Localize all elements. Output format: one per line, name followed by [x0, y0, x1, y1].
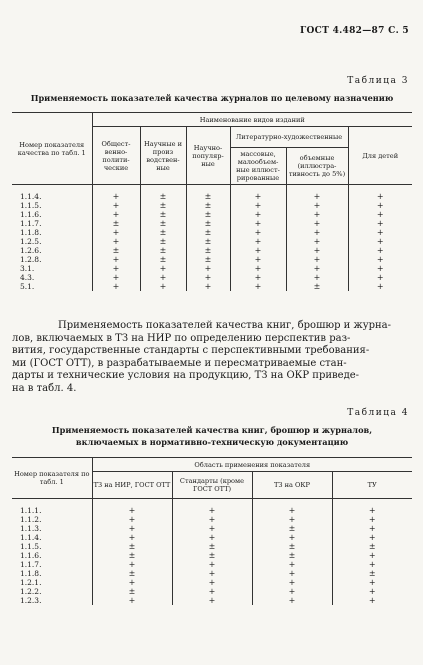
table3-row — [12, 219, 412, 228]
page-header: ГОСТ 4.482—87 С. 5 — [300, 26, 409, 36]
paragraph-line: ми (ГОСТ ОТТ), в разрабатываемые и пересматриваемые стан- — [12, 357, 347, 369]
paragraph-line: на в табл. 4. — [12, 382, 77, 394]
table3-cell: + — [186, 273, 230, 282]
table3-row-number: 1.2.8. — [12, 255, 92, 264]
table3-cell: ± — [186, 255, 230, 264]
table4-row — [12, 551, 412, 560]
table3-cell: + — [230, 219, 286, 228]
table3-cell: + — [348, 273, 412, 282]
table3-row — [12, 255, 412, 264]
table4-row-number: 1.2.3. — [12, 596, 92, 605]
table3-row-number: 1.2.6. — [12, 246, 92, 255]
table3-cell: + — [348, 201, 412, 210]
table3-cell: + — [286, 273, 348, 282]
table4-cell: + — [332, 596, 412, 605]
table3-cell: ± — [140, 228, 186, 237]
table4-row — [12, 587, 412, 596]
table3-row-number: 4.3. — [12, 273, 92, 282]
table3-cell: + — [286, 228, 348, 237]
table3-cell: ± — [92, 246, 140, 255]
table3-cell: + — [92, 264, 140, 273]
table4-body — [12, 499, 412, 606]
table3-cell: + — [286, 210, 348, 219]
table4-cell: + — [172, 524, 252, 533]
table3-cell: + — [348, 264, 412, 273]
table3-body — [12, 185, 412, 292]
table4-cell: + — [172, 515, 252, 524]
table4-row-number: 1.1.2. — [12, 515, 92, 524]
table4-cell: ± — [252, 542, 332, 551]
table3-row-number: 1.1.4. — [12, 192, 92, 201]
table3-row — [12, 201, 412, 210]
table3-cell: ± — [140, 255, 186, 264]
table3-cell: ± — [140, 210, 186, 219]
table4-cell: + — [332, 524, 412, 533]
table4-cell: ± — [92, 542, 172, 551]
table4-cell: + — [92, 560, 172, 569]
table3-row-number: 1.1.7. — [12, 219, 92, 228]
table3-col-mass: массовые, малообъем-ные иллюст-рированные — [230, 148, 286, 185]
table4-col-tz-okr: ТЗ на ОКР — [252, 472, 332, 499]
table4-row — [12, 569, 412, 578]
table4-cell: + — [172, 587, 252, 596]
table3-cell: ± — [140, 246, 186, 255]
table4-cell: + — [252, 578, 332, 587]
table3-row — [12, 264, 412, 273]
table3-title: Применяемость показателей качества журналов по целевому назначению — [30, 93, 394, 103]
table3-cell: + — [92, 201, 140, 210]
table3-cell: ± — [140, 237, 186, 246]
table3-cell: ± — [186, 201, 230, 210]
table3-cell: + — [92, 273, 140, 282]
paragraph — [12, 320, 412, 396]
table3-row — [12, 246, 412, 255]
table4-cell: ± — [332, 569, 412, 578]
table4-row — [12, 524, 412, 533]
table4-cell: + — [92, 596, 172, 605]
table4-cell: ± — [172, 542, 252, 551]
paragraph-line: вития, государственные стандарты с перспективными требования- — [12, 345, 370, 357]
table4-cell: + — [252, 533, 332, 542]
table3-cell: + — [230, 228, 286, 237]
table3-cell: ± — [286, 282, 348, 291]
table3-cell: + — [230, 237, 286, 246]
table3-row-number: 5.1. — [12, 282, 92, 291]
table4-cell: ± — [252, 524, 332, 533]
paragraph-line: Применяемость показателей качества книг, брошюр и журна- — [58, 320, 391, 331]
table4-row-number: 1.2.2. — [12, 587, 92, 596]
table4-row-number: 1.1.1. — [12, 506, 92, 515]
table4-row — [12, 506, 412, 515]
table3-cell: + — [186, 264, 230, 273]
table3-cell: + — [92, 255, 140, 264]
table4-cell: + — [252, 587, 332, 596]
table4-cell: + — [252, 560, 332, 569]
table3-cell: + — [230, 255, 286, 264]
table4-cell: ± — [172, 551, 252, 560]
table4-cell: + — [252, 506, 332, 515]
table3-row — [12, 210, 412, 219]
table3-col-science: Научные и произ водствен-ные — [140, 127, 186, 185]
table3-cell: + — [348, 210, 412, 219]
table3-cell: ± — [140, 201, 186, 210]
table3-cell: ± — [186, 246, 230, 255]
table4-row-number: 1.1.7. — [12, 560, 92, 569]
table3-cell: + — [140, 273, 186, 282]
table4-row — [12, 533, 412, 542]
paragraph-line: дарты и технические условия на продукцию, ТЗ на ОКР приведе- — [12, 370, 360, 382]
table3 — [12, 112, 412, 291]
table4-cell: + — [332, 515, 412, 524]
table3-cell: ± — [186, 237, 230, 246]
table3-row — [12, 237, 412, 246]
table3-cell: + — [286, 192, 348, 201]
table4-cell: ± — [92, 551, 172, 560]
table3-cell: + — [286, 219, 348, 228]
table3-spacer-row — [12, 185, 412, 193]
table3-row-number: 1.1.5. — [12, 201, 92, 210]
table4-cell: + — [92, 533, 172, 542]
table4-col-tz-nir: ТЗ на НИР, ГОСТ ОТТ — [92, 472, 172, 499]
table4-spacer-row — [12, 499, 412, 507]
table3-cell: ± — [186, 210, 230, 219]
table4-row-number: 1.1.8. — [12, 569, 92, 578]
table3-cell: ± — [140, 192, 186, 201]
paragraph-line: лов, включаемых в ТЗ на НИР по определению перспектив раз- — [12, 332, 351, 344]
table3-col-number: Номер показателя качества по табл. 1 — [12, 113, 92, 185]
table4-cell: + — [172, 569, 252, 578]
table4-cell: + — [332, 533, 412, 542]
table4-cell: + — [332, 560, 412, 569]
table4-cell: + — [172, 506, 252, 515]
table4-cell: + — [332, 587, 412, 596]
table4-cell: + — [252, 515, 332, 524]
table3-cell: + — [92, 228, 140, 237]
table3-col-popular: Научно-популяр-ные — [186, 127, 230, 185]
table4-cell: + — [332, 578, 412, 587]
table3-cell: + — [230, 210, 286, 219]
table4-row — [12, 515, 412, 524]
table3-cell: ± — [186, 228, 230, 237]
table3-row-number: 1.2.5. — [12, 237, 92, 246]
table3-row — [12, 282, 412, 291]
table3-cell: ± — [140, 219, 186, 228]
table3-row — [12, 228, 412, 237]
table3-cell: + — [348, 246, 412, 255]
table4-row — [12, 560, 412, 569]
table4-cell: + — [332, 551, 412, 560]
table3-cell: + — [286, 237, 348, 246]
table4-cell: ± — [92, 587, 172, 596]
table4-cell: + — [172, 596, 252, 605]
table3-cell: + — [348, 255, 412, 264]
table4-row-number: 1.1.5. — [12, 542, 92, 551]
table4-cell: ± — [332, 542, 412, 551]
table3-cell: + — [348, 282, 412, 291]
table4 — [12, 457, 412, 605]
table3-cell: + — [230, 282, 286, 291]
table4-cell: + — [332, 506, 412, 515]
table4-cell: + — [172, 533, 252, 542]
table4-cell: + — [92, 524, 172, 533]
table3-cell: + — [348, 237, 412, 246]
table3-cell: + — [230, 192, 286, 201]
table4-cell: + — [252, 596, 332, 605]
table4-label: Таблица 4 — [347, 408, 409, 418]
table3-cell: + — [92, 192, 140, 201]
table3-row-number: 1.1.8. — [12, 228, 92, 237]
table4-row-number: 1.1.3. — [12, 524, 92, 533]
table4-row — [12, 578, 412, 587]
table3-col-literary: Литературно-художественные — [230, 127, 348, 148]
table3-cell: + — [348, 192, 412, 201]
table3-col-children: Для детей — [348, 127, 412, 185]
table3-col-social: Общест-венно-полити-ческие — [92, 127, 140, 185]
table3-cell: + — [348, 219, 412, 228]
table3-cell: + — [140, 264, 186, 273]
table3-cell: + — [286, 264, 348, 273]
table4-title-line2: включаемых в нормативно-техническую документацию — [75, 437, 349, 447]
table4-col-number: Номер показателя по табл. 1 — [12, 458, 92, 499]
table4-cell: + — [92, 506, 172, 515]
table3-row-number: 3.1. — [12, 264, 92, 273]
table3-cell: + — [286, 255, 348, 264]
table4-cell: + — [172, 560, 252, 569]
table3-cell: + — [348, 228, 412, 237]
table3-row — [12, 273, 412, 282]
table4-title-line1: Применяемость показателей качества книг, брошюр и журналов, — [51, 425, 373, 435]
table3-col-group: Наименование видов изданий — [92, 113, 412, 127]
table4-row-number: 1.1.6. — [12, 551, 92, 560]
table4-cell: + — [172, 578, 252, 587]
table4-row — [12, 542, 412, 551]
table3-cell: + — [230, 201, 286, 210]
table4-row — [12, 596, 412, 605]
table4-cell: + — [92, 515, 172, 524]
table4-row-number: 1.2.1. — [12, 578, 92, 587]
table3-cell: + — [140, 282, 186, 291]
table4-cell: ± — [252, 551, 332, 560]
table3-cell: ± — [92, 219, 140, 228]
table4-col-standards: Стандарты (кроме ГОСТ ОТТ) — [172, 472, 252, 499]
table3-col-volume: объемные (иллюстра-тивность до 5%) — [286, 148, 348, 185]
table4-cell: + — [252, 569, 332, 578]
table4-cell: + — [92, 578, 172, 587]
table3-cell: + — [230, 264, 286, 273]
table4-row-number: 1.1.4. — [12, 533, 92, 542]
table3-row-number: 1.1.6. — [12, 210, 92, 219]
table3-cell: + — [286, 246, 348, 255]
table3-cell: ± — [186, 219, 230, 228]
table3-cell: ± — [186, 192, 230, 201]
table3-cell: + — [92, 210, 140, 219]
table3-cell: + — [286, 201, 348, 210]
table4-cell: ± — [92, 569, 172, 578]
table3-cell: + — [92, 237, 140, 246]
table3-row — [12, 192, 412, 201]
table3-cell: + — [186, 282, 230, 291]
table4-col-group: Область применения показателя — [92, 458, 412, 472]
table3-cell: + — [230, 273, 286, 282]
table3-label: Таблица 3 — [347, 76, 409, 86]
table3-cell: + — [92, 282, 140, 291]
table4-col-tu: ТУ — [332, 472, 412, 499]
table3-cell: + — [230, 246, 286, 255]
